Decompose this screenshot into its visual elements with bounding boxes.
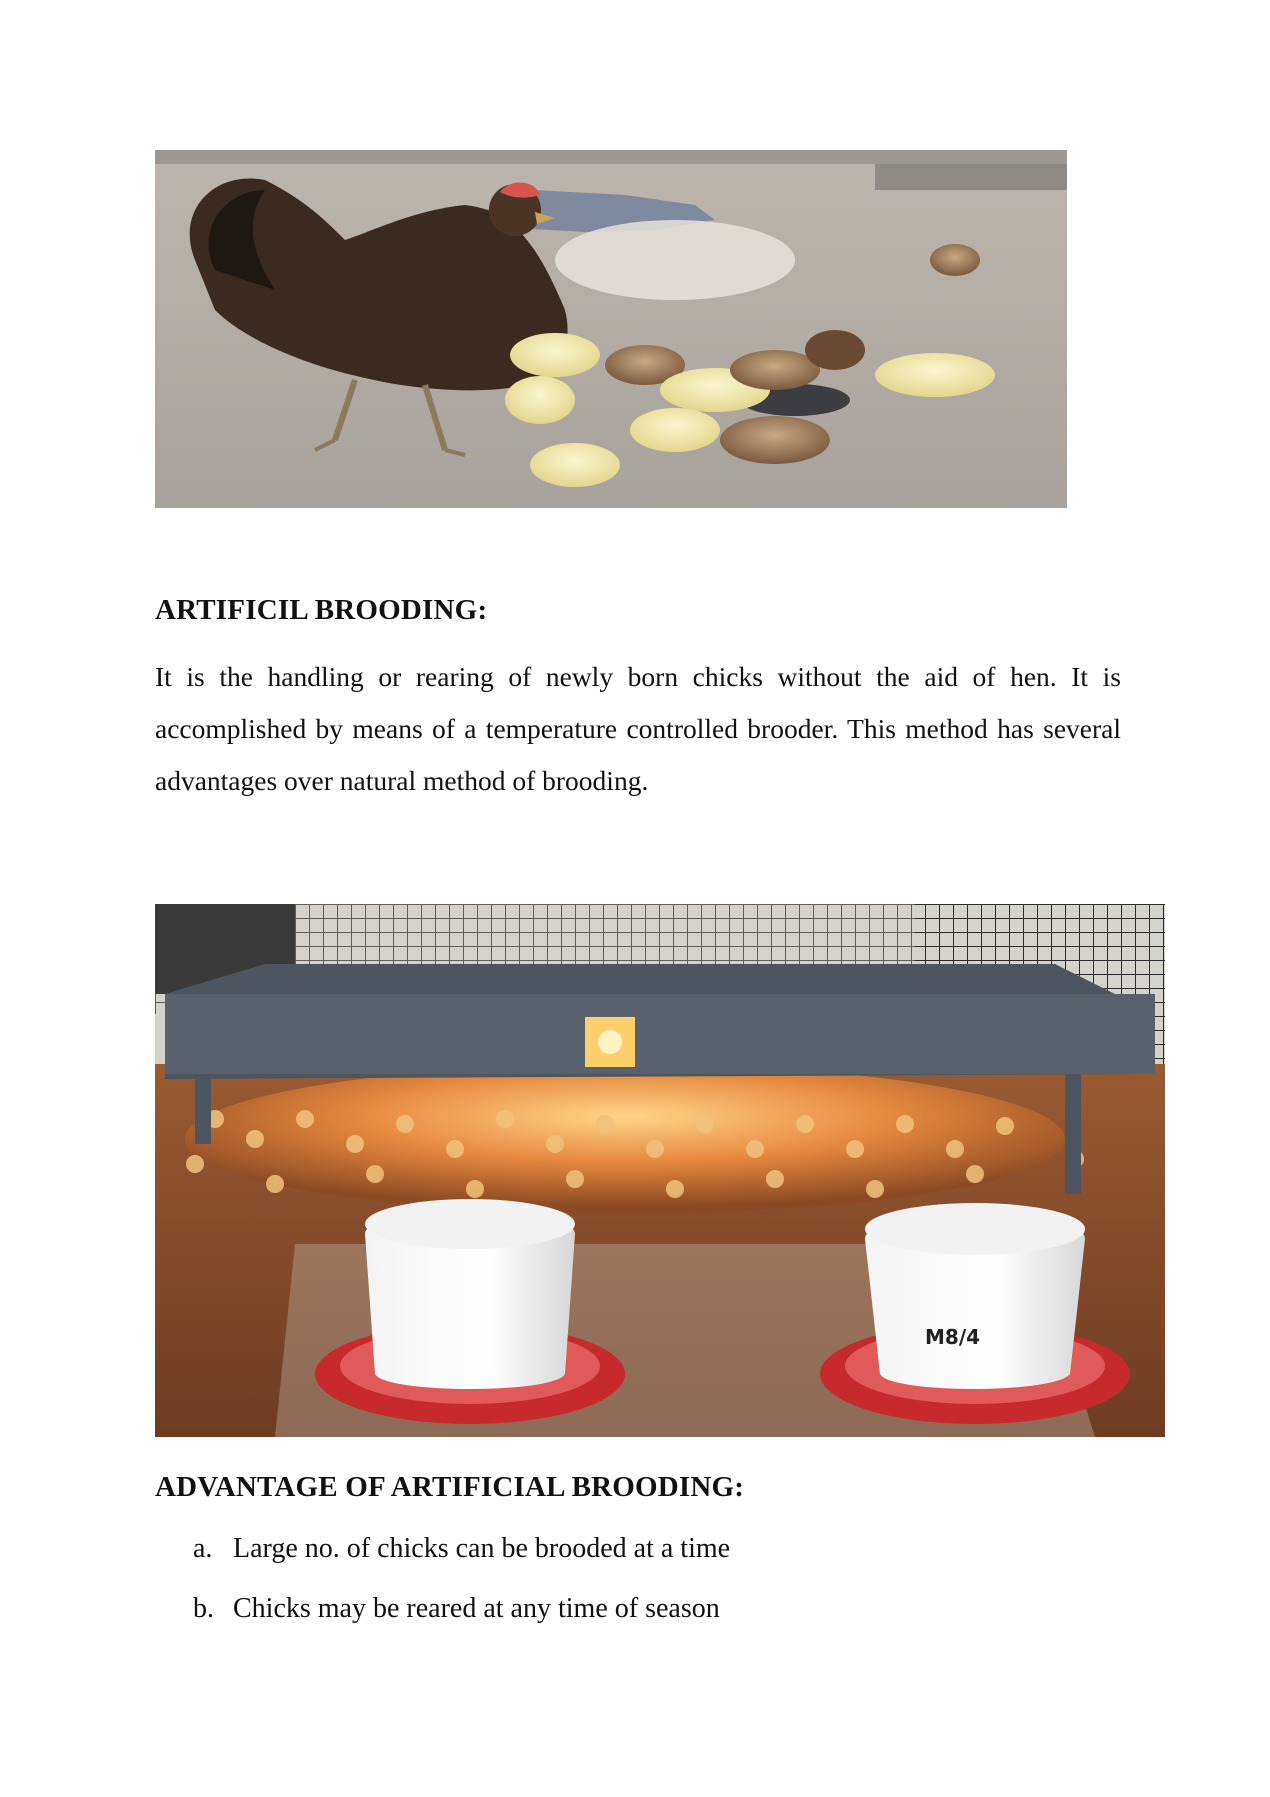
feeder-label: M8/4 (925, 1325, 981, 1349)
section-heading-advantages: ADVANTAGE OF ARTIFICIAL BROODING: (155, 1471, 745, 1503)
advantages-list (155, 1523, 1115, 1643)
hen-with-chicks-photo (155, 150, 1067, 508)
list-item (155, 1523, 1115, 1583)
list-item-text: Chicks may be reared at any time of season (233, 1593, 720, 1624)
artificial-brooding-paragraph: It is the handling or rearing of newly born chicks without the aid of hen. It is accomplished by means of a temperature controlled brooder. This method has several advantages over natural method of brooding. (155, 661, 1121, 796)
section-heading-artificial-brooding: ARTIFICIL BROODING: (155, 594, 488, 626)
brooder-with-chicks-photo (155, 904, 1165, 1437)
list-item-text: Large no. of chicks can be brooded at a time (233, 1533, 731, 1564)
brooder-illustration (155, 904, 1165, 1437)
hen-with-chicks-illustration (155, 150, 1067, 508)
list-marker: a. (193, 1533, 213, 1564)
list-marker: b. (193, 1593, 214, 1624)
list-item (155, 1583, 1115, 1643)
